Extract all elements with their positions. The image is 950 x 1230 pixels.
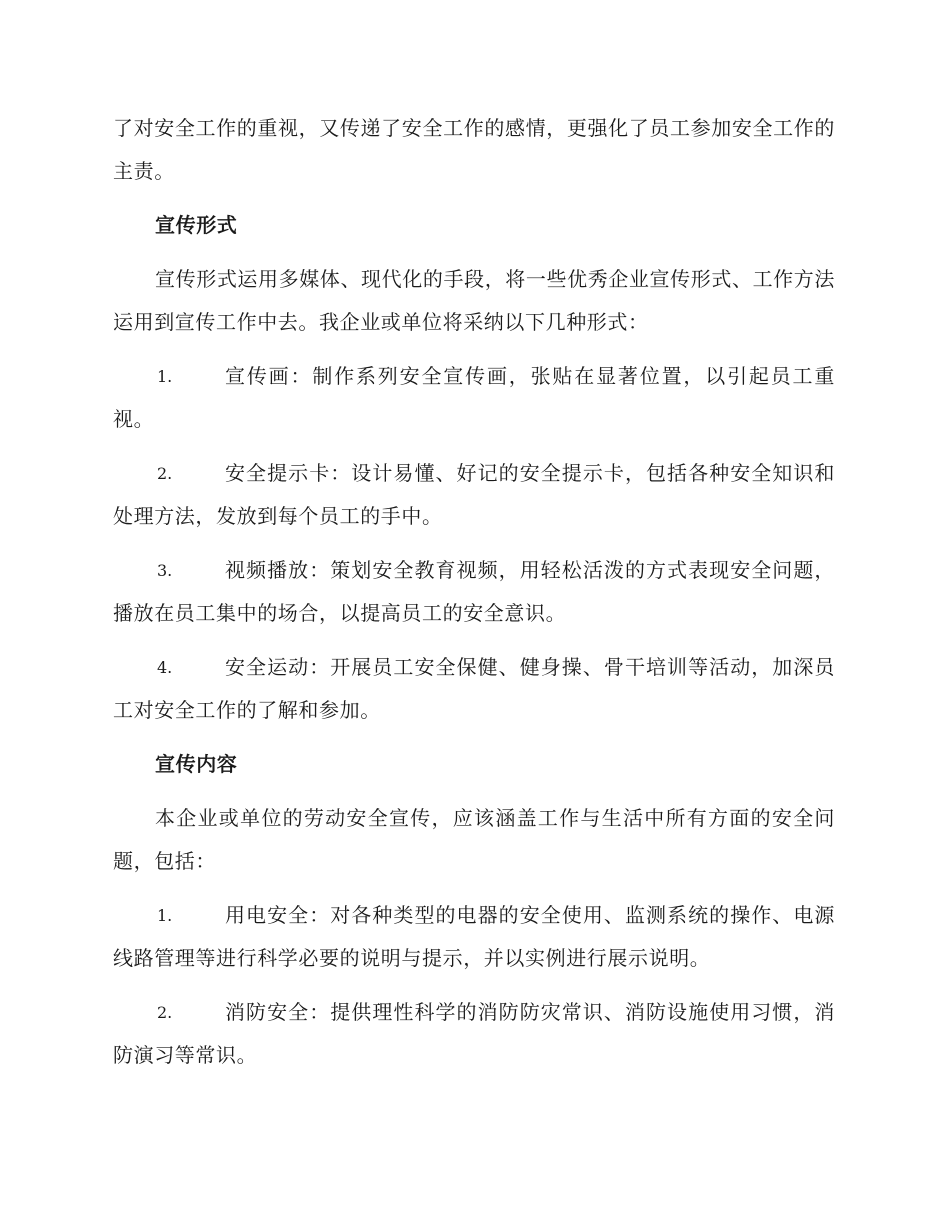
list-item: [113, 355, 835, 441]
list-number: 1.: [157, 367, 173, 386]
list-number: 1.: [157, 906, 173, 925]
list-item: [113, 991, 835, 1077]
list-item: [113, 549, 835, 635]
list-item: [113, 646, 835, 732]
list-number: 3.: [157, 561, 173, 580]
list-item: [113, 894, 835, 980]
list-item: [113, 452, 835, 538]
paragraph-content-intro: 本企业或单位的劳动安全宣传，应该涵盖工作与生活中所有方面的安全问题，包括：: [113, 806, 835, 873]
list-item-text: 安全运动：开展员工安全保健、健身操、骨干培训等活动，加深员工对安全工作的了解和参加。: [113, 655, 835, 722]
section-heading-content: 宣传内容: [155, 752, 238, 776]
section-heading-forms: 宣传形式: [155, 213, 238, 237]
list-number: 4.: [157, 658, 173, 677]
paragraph-continuation: 了对安全工作的重视，又传递了安全工作的感情，更强化了员工参加安全工作的主责。: [113, 116, 835, 183]
list-item-text: 宣传画：制作系列安全宣传画，张贴在显著位置，以引起员工重视。: [113, 364, 835, 431]
document-page: [113, 107, 835, 1088]
list-number: 2.: [157, 464, 173, 483]
list-item-text: 安全提示卡：设计易懂、好记的安全提示卡，包括各种安全知识和处理方法，发放到每个员工的手中。: [113, 461, 835, 528]
list-item-text: 用电安全：对各种类型的电器的安全使用、监测系统的操作、电源线路管理等进行科学必要的说明与提示，并以实例进行展示说明。: [113, 903, 835, 970]
list-number: 2.: [157, 1003, 173, 1022]
list-item-text: 视频播放：策划安全教育视频，用轻松活泼的方式表现安全问题，播放在员工集中的场合，以提高员工的安全意识。: [113, 558, 835, 625]
paragraph-forms-intro: 宣传形式运用多媒体、现代化的手段，将一些优秀企业宣传形式、工作方法运用到宣传工作中去。我企业或单位将采纳以下几种形式：: [113, 267, 835, 334]
list-item-text: 消防安全：提供理性科学的消防防灾常识、消防设施使用习惯，消防演习等常识。: [113, 1000, 835, 1067]
